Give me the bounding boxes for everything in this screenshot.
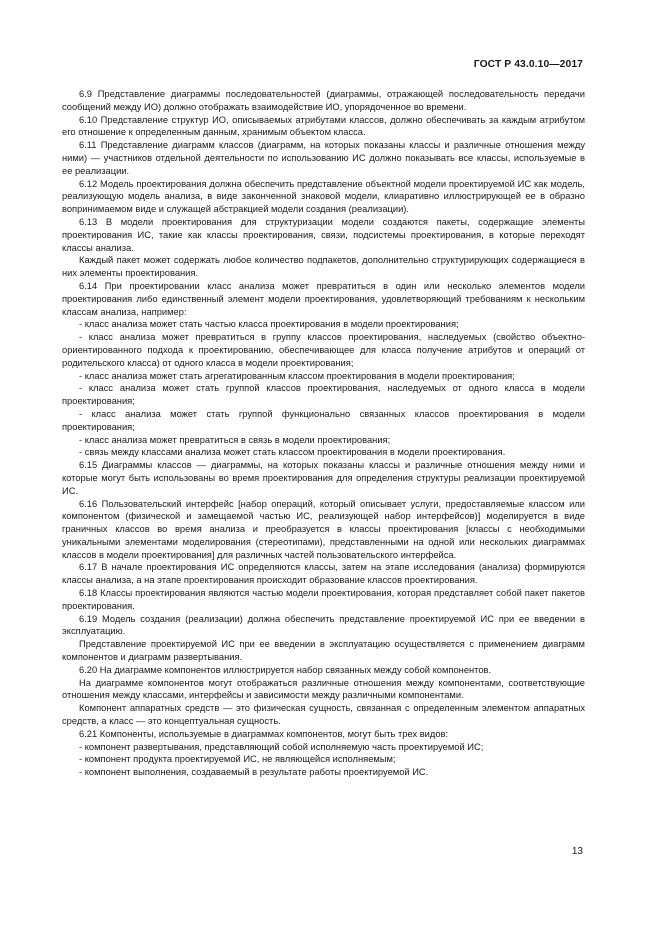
paragraph: - компонент выполнения, создаваемый в результате работы проектируемой ИС. xyxy=(79,767,429,778)
paragraph: - класс анализа может стать агрегатированным классом проектирования в модели проектирования; xyxy=(79,370,515,381)
paragraph: 6.15 Диаграммы классов — диаграммы, на которых показаны классы и различные отношения между ними и которые могут быть использованы во время проектирования для определения структуры реализации проектируемой ИС. xyxy=(62,460,585,496)
paragraph: 6.18 Классы проектирования являются частью модели проектирования, которая представляет собой пакет пакетов проектирования. xyxy=(62,588,585,611)
paragraph: - класс анализа может стать частью класса проектирования в модели проектирования; xyxy=(79,319,459,330)
paragraph: 6.10 Представление структур ИО, описываемых атрибутами классов, должно обеспечивать за каждым атрибутом его отношение к определенным данным, хранимым объектом класса. xyxy=(62,114,585,138)
paragraph: 6.17 В начале проектирования ИС определяются классы, затем на этапе исследования (анализа) формируются классы анализа, а на этапе проектирования происходит образование классов проектирования. xyxy=(62,562,585,586)
paragraph: 6.14 При проектировании класс анализа может превратиться в один или несколько элементов модели проектирования либо единственный элемент модели проектирования, удовлетворяющий требованиям к нескольким классам анализа, например: xyxy=(62,280,585,317)
paragraph: На диаграмме компонентов могут отображаться различные отношения между компонентами, соответствующие отношения между классами, интерфейсы и зависимости между различными компонентами. xyxy=(62,677,585,701)
paragraph: 6.9 Представление диаграммы последовательностей (диаграммы, отражающей последовательность передачи сообщений между ИО) должно отображать взаимодействие ИО, упорядоченное во времени. xyxy=(62,89,585,112)
paragraph: 6.13 В модели проектирования для структуризации модели создаются пакеты, содержащие элементы проектирования ИС, такие как классы проектирования, связи, подсистемы проектирования, в которые переходят классы анализа. xyxy=(62,216,585,253)
paragraph: - компонент развертывания, представляющий собой исполняемую часть проектируемой ИС; xyxy=(79,741,484,752)
paragraph: - класс анализа может стать группой классов проектирования, наследуемых от одного класса в модели проектирования; xyxy=(62,383,585,407)
paragraph: - класс анализа может превратиться в связь в модели проектирования; xyxy=(79,434,391,445)
paragraph: 6.21 Компоненты, используемые в диаграммах компонентов, могут быть трех видов: xyxy=(79,728,449,739)
paragraph: Каждый пакет может содержать любое количество подпакетов, дополнительно структурирующих содержащиеся в них элементы проектирования. xyxy=(62,255,585,279)
paragraph: 6.16 Пользовательский интерфейс [набор операций, который описывает услуги, предоставляемые классом или компонентом (физической и замещаемой частью ИС, реализующей набор интерфейсов)] моделируется в виде граничных классов во время анализа и преобразуется в классы проектирования [классы с необходимыми уникальными элементами моделирования (стереотипами), представленными на одной или нескольких диаграммах классов в модели проектирования] для различных частей пользовательского интерфейса. xyxy=(62,498,585,560)
paragraph: - компонент продукта проектируемой ИС, не являющейся исполняемым; xyxy=(79,754,396,765)
paragraph: - класс анализа может превратиться в группу классов проектирования, наследуемых (свойство объектно-ориентированного подхода к проектированию, обеспечивающее для класса получение атрибутов и операций от родительского класса) от одного класса в модели проектирования; xyxy=(62,332,585,368)
paragraph: - класс анализа может стать группой функционально связанных классов проектирования в модели проектирования; xyxy=(62,408,585,432)
paragraph: 6.19 Модель создания (реализации) должна обеспечить представление проектируемой ИС при ее введении в эксплуатацию. xyxy=(62,613,585,637)
document-header: ГОСТ Р 43.0.10—2017 xyxy=(473,59,583,70)
paragraph: - связь между классами анализа может стать классом проектирования в модели проектирования. xyxy=(79,447,506,458)
paragraph: 6.12 Модель проектирования должна обеспечить представление объектной модели проектируемой ИС как модель, реализующую модель анализа, в виде законченной знаковой модели, клиаративно иллюстрирующей ее в образно вопринимаемом виде и служащей абстракцией модели создания (реализации). xyxy=(62,178,585,215)
paragraph: 6.11 Представление диаграмм классов (диаграмм, на которых показаны классы и различные отношения между ними) — участников отдельной деятельности по использованию ИС должно показывать все классы, используемые в ее реализации. xyxy=(62,140,585,176)
paragraph: Представление проектируемой ИС при ее введении в эксплуатацию осуществляется с применением диаграмм компонентов и диаграмм развертывания. xyxy=(62,639,585,663)
paragraph: 6.20 На диаграмме компонентов иллюстрируется набор связанных между собой компонентов. xyxy=(79,664,492,675)
page-number: 13 xyxy=(571,846,583,857)
document-body xyxy=(62,88,585,779)
paragraph: Компонент аппаратных средств — это физическая сущность, связанная с определенным элементом аппаратных средств, а класс — это концептуальная сущность. xyxy=(62,703,585,727)
